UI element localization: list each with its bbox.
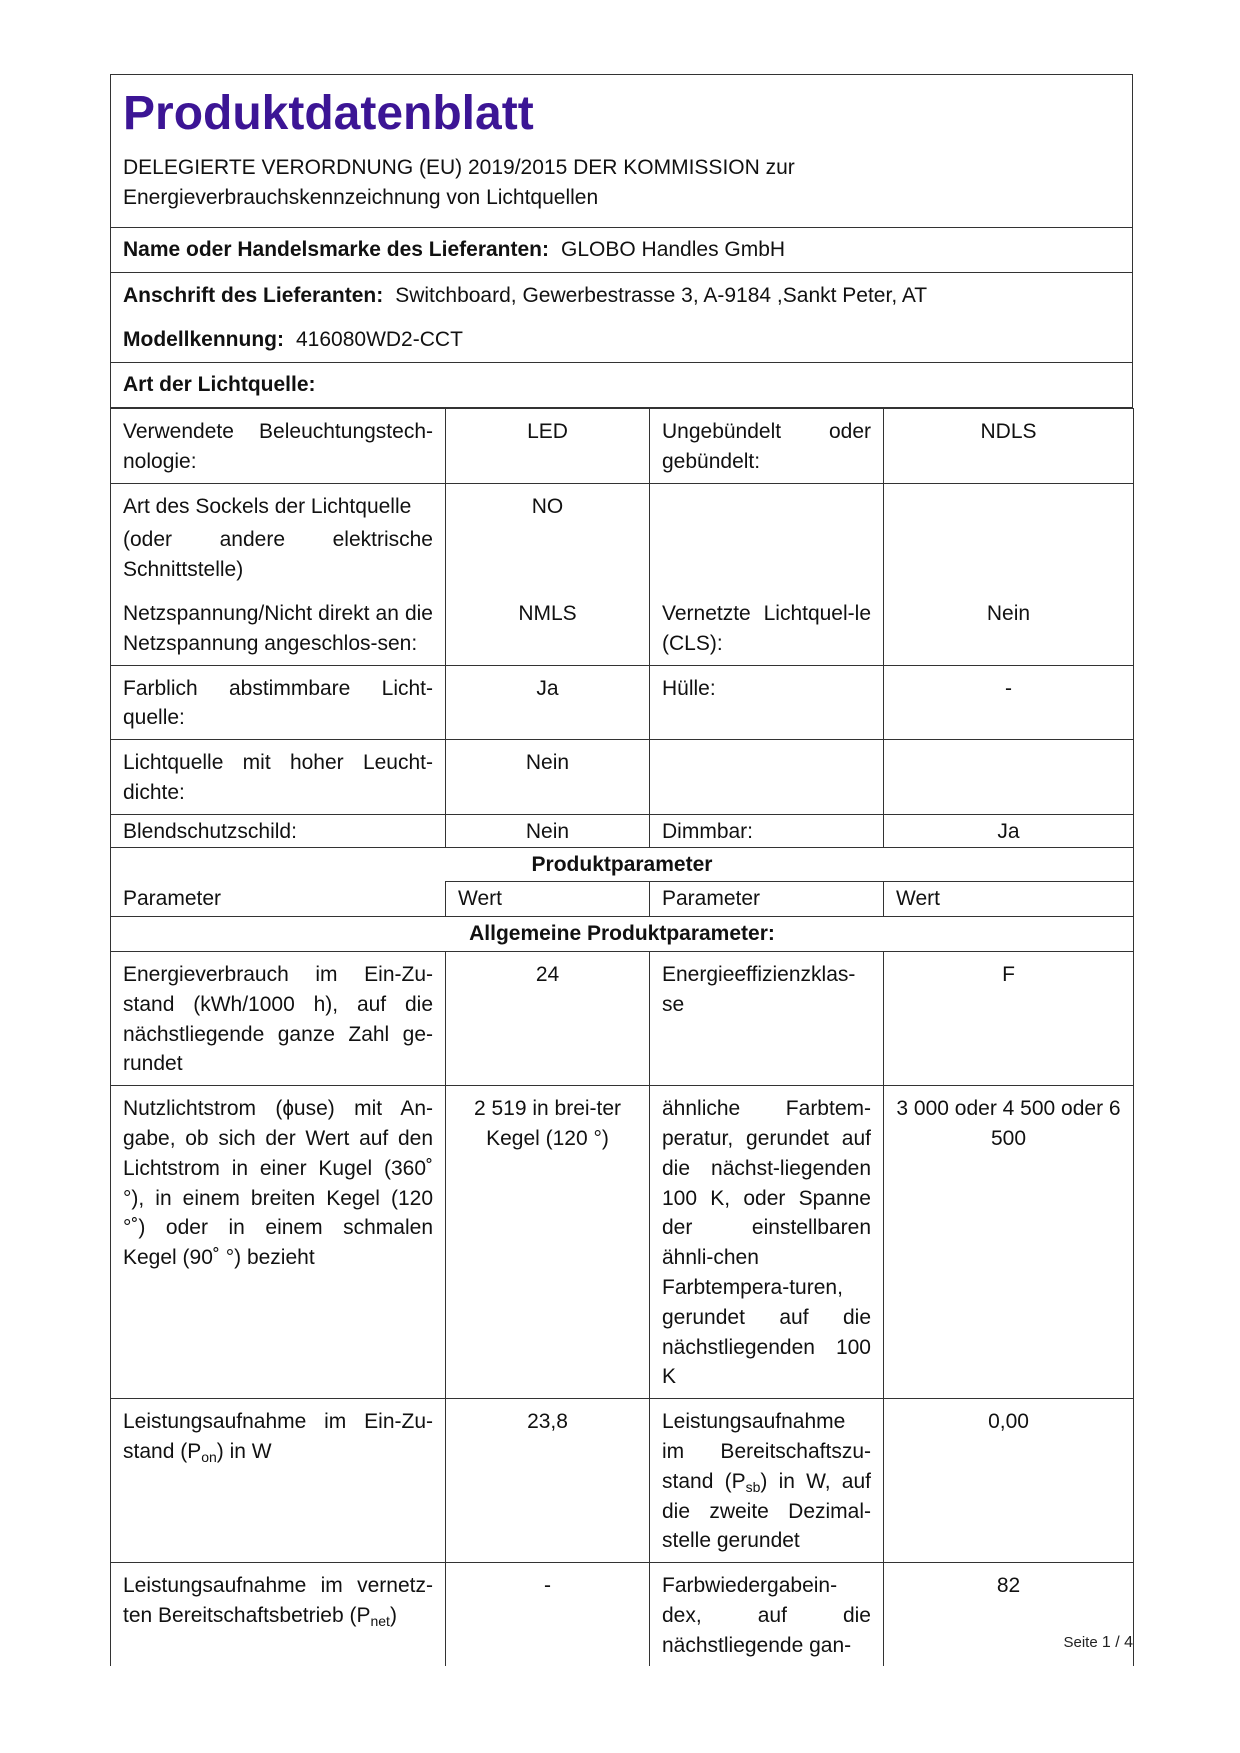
value-cell: NDLS bbox=[884, 409, 1134, 484]
table-row bbox=[111, 483, 1134, 591]
table-row bbox=[111, 814, 1134, 847]
param-cell: Energieeffizienzklas-se bbox=[650, 951, 884, 1085]
param-cell: Vernetzte Lichtquel-le (CLS): bbox=[650, 591, 884, 665]
param-cell: Verwendete Beleuchtungstech-nologie: bbox=[111, 409, 446, 484]
value-cell: 82 bbox=[884, 1563, 1134, 1667]
param-cell: Dimmbar: bbox=[650, 814, 884, 847]
subtitle-line-1: DELEGIERTE VERORDNUNG (EU) 2019/2015 DER KOMMISSION zur bbox=[123, 156, 795, 179]
value-cell: Ja bbox=[884, 814, 1134, 847]
param-cell: Lichtquelle mit hoher Leucht-dichte: bbox=[111, 740, 446, 815]
address-row bbox=[111, 273, 1132, 318]
column-header-row bbox=[111, 882, 1134, 917]
value-cell: - bbox=[446, 1563, 650, 1667]
page-number: 1 / 4 bbox=[1101, 1634, 1133, 1651]
param-cell: Farbwiedergabein-dex, auf die nächstliegende gan- bbox=[650, 1563, 884, 1667]
value-cell: - bbox=[884, 665, 1134, 740]
value-cell: NMLS bbox=[446, 591, 650, 665]
general-params-heading: Allgemeine Produktparameter: bbox=[111, 917, 1134, 952]
supplier-value: GLOBO Handles GmbH bbox=[561, 238, 786, 261]
param-cell: Netzspannung/Nicht direkt an die Netzspannung angeschlos-sen: bbox=[111, 591, 446, 665]
section-heading-row bbox=[111, 917, 1134, 952]
param-cell bbox=[111, 1399, 446, 1563]
address-label: Anschrift des Lieferanten: bbox=[123, 283, 384, 307]
value-cell: NO bbox=[446, 483, 650, 591]
param-cell: Nutzlichtstrom (ɸuse) mit An-gabe, ob sich der Wert auf den Lichtstrom in einer Kugel (360˚ °), in einem breiten Kegel (120 °˚) oder in einem schmalen Kegel (90˚ °) bezieht bbox=[111, 1086, 446, 1399]
psb-subscript: sb bbox=[745, 1478, 761, 1495]
table-row bbox=[111, 665, 1134, 740]
light-source-heading: Art der Lichtquelle: bbox=[123, 373, 316, 396]
address-block bbox=[110, 273, 1133, 363]
section-heading-row bbox=[111, 847, 1134, 882]
value-cell: 3 000 oder 4 500 oder 6 500 bbox=[884, 1086, 1134, 1399]
value-cell: 0,00 bbox=[884, 1399, 1134, 1563]
param-cell: Hülle: bbox=[650, 665, 884, 740]
pnet-subscript: net bbox=[370, 1612, 390, 1629]
pnet-label-close: ) bbox=[389, 1603, 397, 1627]
value-cell: Nein bbox=[446, 814, 650, 847]
table-row bbox=[111, 1563, 1134, 1667]
value-cell: F bbox=[884, 951, 1134, 1085]
psb-label-unit: ) in W, auf die zweite Dezimal-stelle gerundet bbox=[662, 1469, 871, 1553]
parameter-table bbox=[110, 408, 1134, 1666]
value-cell: LED bbox=[446, 409, 650, 484]
socket-label-extra: (oder andere elektrische bbox=[123, 528, 433, 552]
param-cell bbox=[111, 483, 446, 591]
pon-label: Leistungsaufnahme im Ein-Zu-stand (P bbox=[123, 1410, 433, 1463]
table-row bbox=[111, 1399, 1134, 1563]
col-header-value: Wert bbox=[446, 882, 650, 917]
header-block bbox=[110, 74, 1133, 228]
value-cell: Nein bbox=[884, 591, 1134, 665]
value-cell: Nein bbox=[446, 740, 650, 815]
supplier-label: Name oder Handelsmarke des Lieferanten: bbox=[123, 238, 549, 261]
page-footer bbox=[1063, 1634, 1133, 1652]
socket-label-extra-2: Schnittstelle) bbox=[123, 558, 244, 582]
param-cell bbox=[650, 483, 884, 591]
table-row bbox=[111, 740, 1134, 815]
col-header-value-2: Wert bbox=[884, 882, 1134, 917]
value-cell: Ja bbox=[446, 665, 650, 740]
model-value: 416080WD2-CCT bbox=[296, 328, 463, 351]
model-row bbox=[111, 318, 1132, 362]
value-cell bbox=[884, 483, 1134, 591]
address-value: Switchboard, Gewerbestrasse 3, A-9184 ,Sankt Peter, AT bbox=[395, 283, 928, 307]
datasheet bbox=[110, 74, 1133, 1666]
value-cell: 2 519 in brei-ter Kegel (120 °) bbox=[446, 1086, 650, 1399]
socket-label: Art des Sockels der Lichtquelle bbox=[123, 494, 412, 518]
table-row bbox=[111, 951, 1134, 1085]
param-cell: Farblich abstimmbare Licht-quelle: bbox=[111, 665, 446, 740]
param-cell: Blendschutzschild: bbox=[111, 814, 446, 847]
page-prefix: Seite bbox=[1063, 1634, 1098, 1651]
model-label: Modellkennung: bbox=[123, 328, 284, 351]
table-row bbox=[111, 1086, 1134, 1399]
param-cell: Energieverbrauch im Ein-Zu-stand (kWh/1000 h), auf die nächstliegende ganze Zahl ge-rundet bbox=[111, 951, 446, 1085]
regulation-subtitle bbox=[123, 153, 1120, 213]
param-cell: ähnliche Farbtem-peratur, gerundet auf die nächst-liegenden 100 K, oder Spanne der einstellbaren ähnli-chen Farbtempera-turen, gerundet auf die nächstliegenden 100 K bbox=[650, 1086, 884, 1399]
col-header-param-2: Parameter bbox=[650, 882, 884, 917]
table-row bbox=[111, 591, 1134, 665]
col-header-param: Parameter bbox=[111, 882, 446, 917]
product-params-heading: Produktparameter bbox=[111, 847, 1134, 882]
subtitle-line-2: Energieverbrauchskennzeichnung von Lichtquellen bbox=[123, 186, 599, 209]
value-cell bbox=[884, 740, 1134, 815]
pon-subscript: on bbox=[201, 1448, 217, 1465]
pnet-label: Leistungsaufnahme im vernetz-ten Bereitschaftsbetrieb (P bbox=[123, 1574, 433, 1627]
value-cell: 24 bbox=[446, 951, 650, 1085]
value-cell: 23,8 bbox=[446, 1399, 650, 1563]
page-title: Produktdatenblatt bbox=[123, 87, 534, 140]
table-row bbox=[111, 409, 1134, 484]
psb-label: Leistungsaufnahme im Bereitschaftszu-stand (P bbox=[662, 1410, 871, 1493]
param-cell bbox=[650, 740, 884, 815]
param-cell bbox=[111, 1563, 446, 1667]
light-source-heading-row bbox=[110, 363, 1133, 408]
pon-label-unit: ) in W bbox=[216, 1439, 272, 1463]
param-cell bbox=[650, 1399, 884, 1563]
supplier-row bbox=[110, 228, 1133, 273]
param-cell: Ungebündelt oder gebündelt: bbox=[650, 409, 884, 484]
